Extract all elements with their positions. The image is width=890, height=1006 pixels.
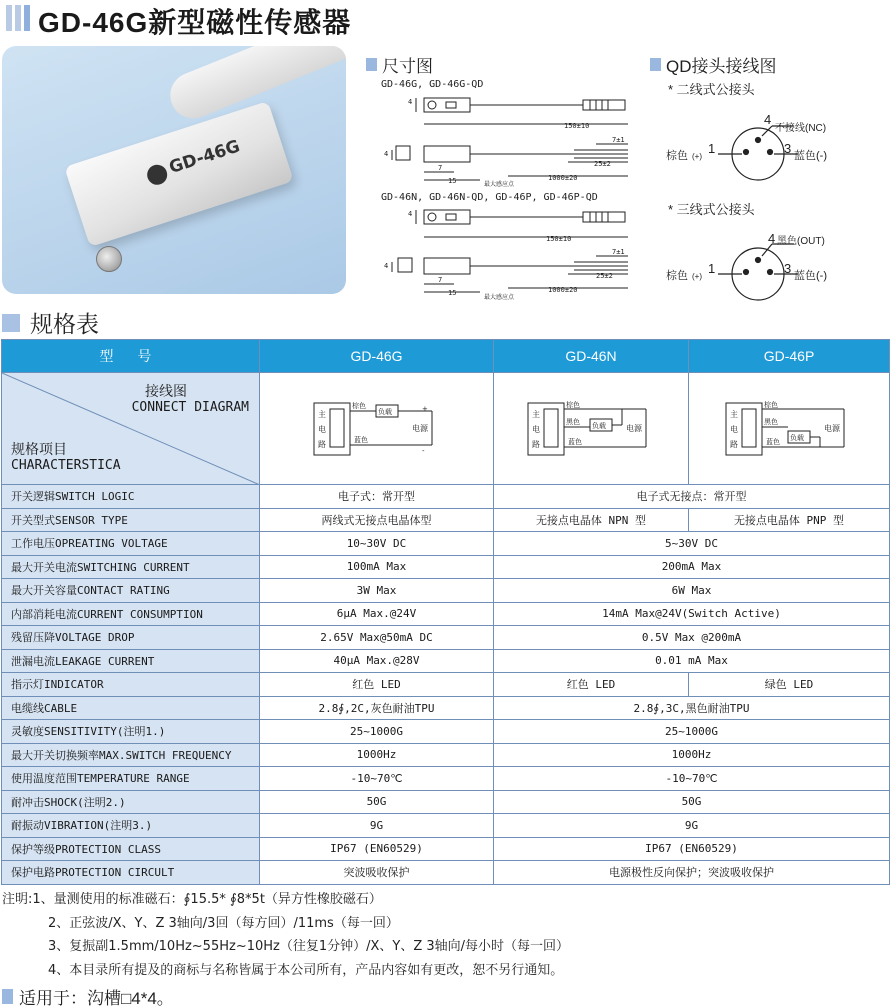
spec-value: 2.8∮,3C,黑色耐油TPU (494, 696, 890, 720)
spec-value: 无接点电晶体 PNP 型 (689, 508, 890, 532)
spec-value: 14mA Max@24V(Switch Active) (494, 602, 890, 626)
svg-text:负载: 负载 (592, 421, 606, 430)
spec-label: 保护电路PROTECTION CIRCULT (2, 861, 260, 885)
spec-value: 2.65V Max@50mA DC (260, 626, 494, 650)
brand-logo-icon (145, 162, 170, 187)
svg-text:蓝色: 蓝色 (766, 437, 780, 446)
spec-value: 5~30V DC (494, 532, 890, 556)
svg-text:电源: 电源 (411, 423, 428, 433)
corner-bottom-cn: 规格项目 (11, 442, 67, 458)
svg-text:负载: 负载 (377, 407, 392, 416)
connector-diagram (664, 104, 890, 304)
svg-text:黑色: 黑色 (764, 417, 778, 426)
header-gd46n: GD-46N (494, 340, 689, 373)
spec-label: 指示灯INDICATOR (2, 673, 260, 697)
spec-value: 6μA Max.@24V (260, 602, 494, 626)
diagram-corner-cell (2, 373, 260, 485)
spec-value: 2.8∮,2C,灰色耐油TPU (260, 696, 494, 720)
spec-value: -10~70℃ (260, 767, 494, 791)
dim-1000a: 1000±20 (548, 174, 578, 182)
spec-label: 保护等级PROTECTION CLASS (2, 837, 260, 861)
svg-text:蓝色: 蓝色 (568, 437, 582, 446)
note-2: 2、正弦波/X、Y、Z 3轴向/3回（每方回）/11ms（每一回） (48, 915, 399, 931)
table-row (2, 743, 890, 767)
dimension-drawing (378, 90, 640, 305)
spec-value: 10~30V DC (260, 532, 494, 556)
table-row (2, 485, 890, 509)
corner-top-cn: 接线图 (145, 384, 187, 400)
table-row (2, 673, 890, 697)
table-row (2, 790, 890, 814)
corner-top-en: CONNECT DIAGRAM (131, 400, 249, 415)
dimensions-heading: 尺寸图 (366, 52, 433, 77)
notes (2, 888, 569, 982)
spec-heading: 规格表 (2, 306, 99, 339)
spec-value: IP67 (EN60529) (494, 837, 890, 861)
dim-25b: 25±2 (596, 272, 613, 280)
dim-7t-b: 7±1 (612, 248, 625, 256)
header-model: 型 号 (2, 340, 260, 373)
spec-label: 工作电压OPREATING VOLTAGE (2, 532, 260, 556)
spec-value: 9G (260, 814, 494, 838)
spec-value: 1000Hz (260, 743, 494, 767)
spec-value: 0.5V Max @200mA (494, 626, 890, 650)
spec-label: 开关逻辑SWITCH LOGIC (2, 485, 260, 509)
spec-label: 残留压降VOLTAGE DROP (2, 626, 260, 650)
two-wire-pin4: 4 (764, 112, 772, 127)
header-gd46p: GD-46P (689, 340, 890, 373)
spec-value: 电子式：常开型 (260, 485, 494, 509)
diagram-gd46g (260, 373, 494, 485)
spec-value: 50G (260, 790, 494, 814)
three-wire-caption: * 三线式公接头 (668, 202, 755, 217)
page-title: GD-46G新型磁性传感器 (38, 7, 352, 38)
svg-text:路: 路 (730, 439, 738, 449)
spec-value: 红色 LED (260, 673, 494, 697)
product-photo (2, 46, 346, 294)
svg-text:黑色: 黑色 (566, 417, 580, 426)
spec-value: 9G (494, 814, 890, 838)
two-wire-pin1: 1 (708, 141, 716, 156)
table-row (2, 626, 890, 650)
spec-value: 50G (494, 790, 890, 814)
spec-label: 灵敏度SENSITIVITY(注明1.) (2, 720, 260, 744)
three-wire-pin3: 3 (784, 261, 792, 276)
spec-rows (2, 485, 890, 885)
spec-table (1, 339, 890, 885)
spec-value: 25~1000G (260, 720, 494, 744)
two-wire-nc: 不接线(NC) (775, 123, 827, 134)
table-row (2, 649, 890, 673)
title-decoration (6, 5, 30, 31)
title-bar (0, 0, 890, 38)
dim-4a: 4 (408, 98, 413, 106)
svg-text:棕色: 棕色 (351, 401, 366, 410)
svg-text:主: 主 (532, 409, 540, 419)
spec-value: 突波吸收保护 (260, 861, 494, 885)
spec-label: 内部消耗电流CURRENT CONSUMPTION (2, 602, 260, 626)
screw-icon (96, 246, 122, 272)
apply-note: 适用于：沟槽□4*4。 (2, 984, 174, 1006)
spec-value: 0.01 mA Max (494, 649, 890, 673)
spec-value: IP67 (EN60529) (260, 837, 494, 861)
sensor-label: GD-46G (166, 136, 243, 179)
spec-label: 最大开关切换频率MAX.SWITCH FREQUENCY (2, 743, 260, 767)
svg-text:电源: 电源 (824, 423, 840, 433)
dim-7b: 7 (438, 276, 443, 284)
svg-text:主: 主 (730, 409, 738, 419)
three-wire-pin1: 1 (708, 261, 716, 276)
dim-7a: 7 (438, 164, 443, 172)
spec-value: -10~70℃ (494, 767, 890, 791)
spec-value: 200mA Max (494, 555, 890, 579)
spec-value: 40μA Max.@28V (260, 649, 494, 673)
dim-15a: 15 (448, 177, 457, 185)
table-row (2, 720, 890, 744)
diagram-gd46n (494, 373, 689, 485)
table-row (2, 532, 890, 556)
spec-label: 泄漏电流LEAKAGE CURRENT (2, 649, 260, 673)
spec-value: 100mA Max (260, 555, 494, 579)
dim-sense-b: 最大感应点 (484, 294, 515, 301)
dim-4c: 4 (408, 210, 413, 218)
svg-text:蓝色: 蓝色 (353, 435, 368, 444)
sensor-body-image (64, 101, 293, 247)
dim-150a: 150±10 (564, 122, 590, 130)
dim-150b: 150±10 (546, 235, 572, 243)
svg-text:电: 电 (317, 424, 326, 434)
svg-text:电: 电 (532, 424, 540, 434)
three-wire-plus: (+) (692, 272, 702, 281)
spec-header-row (2, 340, 890, 373)
svg-text:负载: 负载 (790, 433, 804, 442)
svg-text:-: - (421, 446, 425, 455)
dim-25a: 25±2 (594, 160, 611, 168)
note-4: 4、本目录所有提及的商标与名称皆属于本公司所有，产品内容如有更改，恕不另行通知。 (48, 962, 564, 978)
two-wire-blue: 蓝色(-) (794, 150, 827, 162)
two-wire-pin3: 3 (784, 141, 792, 156)
spec-label: 开关型式SENSOR TYPE (2, 508, 260, 532)
spec-value: 3W Max (260, 579, 494, 603)
three-wire-black: 黑色(OUT) (777, 236, 825, 247)
table-row (2, 814, 890, 838)
note-1: 注明:1、量测使用的标准磁石：∮15.5* ∮8*5t（异方性橡胶磁石） (2, 892, 382, 907)
spec-value: 电子式无接点：常开型 (494, 485, 890, 509)
diagram-gd46p (689, 373, 890, 485)
dim-1000b: 1000±20 (548, 286, 578, 294)
spec-value: 两线式无接点电晶体型 (260, 508, 494, 532)
svg-text:主: 主 (317, 409, 326, 419)
dim-7t-a: 7±1 (612, 136, 625, 144)
table-row (2, 696, 890, 720)
table-row (2, 837, 890, 861)
svg-text:电源: 电源 (626, 423, 642, 433)
table-row (2, 602, 890, 626)
dim-4d: 4 (384, 262, 389, 270)
three-wire-brown: 棕色 (666, 270, 688, 282)
connect-diagram-row (2, 373, 890, 485)
spec-value: 绿色 LED (689, 673, 890, 697)
dimensions-model-a: GD-46G, GD-46G-QD (381, 79, 484, 90)
svg-text:+: + (421, 404, 428, 413)
spec-label: 耐冲击SHOCK(注明2.) (2, 790, 260, 814)
table-row (2, 555, 890, 579)
spec-value: 电源极性反向保护；突波吸收保护 (494, 861, 890, 885)
spec-label: 电缆线CABLE (2, 696, 260, 720)
spec-value: 1000Hz (494, 743, 890, 767)
spec-label: 最大开关容量CONTACT RATING (2, 579, 260, 603)
spec-label: 使用温度范围TEMPERATURE RANGE (2, 767, 260, 791)
svg-text:棕色: 棕色 (764, 400, 778, 409)
dim-sense-a: 最大感应点 (484, 181, 515, 188)
svg-text:路: 路 (532, 439, 540, 449)
dim-4b: 4 (384, 150, 389, 158)
note-3: 3、复振副1.5mm/10Hz~55Hz~10Hz（往复1分钟）/X、Y、Z 3轴向/每小时（每一回） (48, 939, 570, 954)
table-row (2, 508, 890, 532)
connector-heading: QD接头接线图 (650, 52, 777, 77)
header-gd46g: GD-46G (260, 340, 494, 373)
two-wire-plus: (+) (692, 152, 702, 161)
dimensions-model-b: GD-46N, GD-46N-QD, GD-46P, GD-46P-QD (381, 192, 598, 203)
table-row (2, 579, 890, 603)
svg-text:路: 路 (317, 439, 326, 449)
table-row (2, 767, 890, 791)
two-wire-brown: 棕色 (666, 150, 688, 162)
svg-text:棕色: 棕色 (566, 400, 580, 409)
table-row (2, 861, 890, 885)
corner-bottom-en: CHARACTERSTICA (11, 458, 121, 473)
two-wire-caption: * 二线式公接头 (668, 82, 755, 97)
three-wire-pin4: 4 (768, 231, 776, 246)
spec-value: 红色 LED (494, 673, 689, 697)
dim-15b: 15 (448, 289, 457, 297)
spec-value: 25~1000G (494, 720, 890, 744)
spec-value: 无接点电晶体 NPN 型 (494, 508, 689, 532)
three-wire-blue: 蓝色(-) (794, 270, 827, 282)
svg-text:电: 电 (730, 424, 738, 434)
spec-value: 6W Max (494, 579, 890, 603)
spec-label: 耐振动VIBRATION(注明3.) (2, 814, 260, 838)
spec-label: 最大开关电流SWITCHING CURRENT (2, 555, 260, 579)
